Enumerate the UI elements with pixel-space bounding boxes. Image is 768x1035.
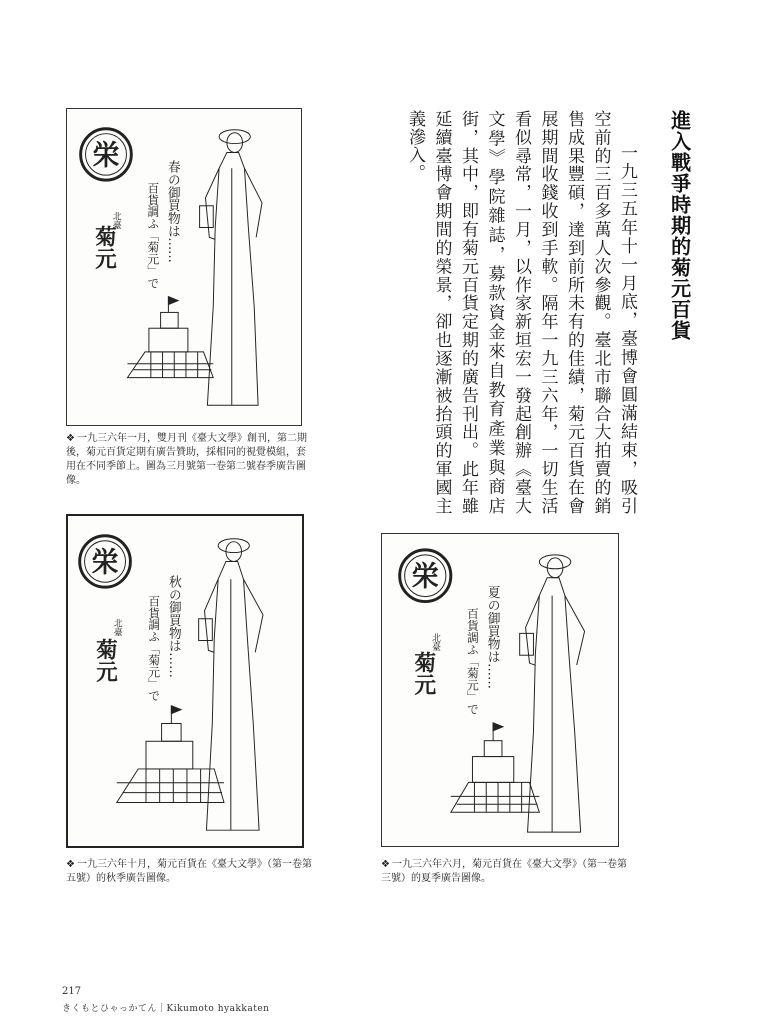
ad-image-autumn	[66, 514, 304, 848]
ad-city: 北臺	[430, 633, 441, 652]
ad-season-line: 春の御買物は……	[164, 160, 180, 263]
ad-illustration-spring	[67, 109, 301, 425]
ad-slogan: 百貨調ふ「菊元」で	[146, 595, 161, 702]
ad-store-name: 菊元	[92, 638, 118, 682]
page-number: 217	[62, 986, 82, 997]
department-store-building	[117, 706, 224, 803]
caption-autumn	[66, 858, 316, 886]
ad-illustration-summer	[382, 534, 618, 846]
ad-slogan: 百貨調ふ「菊元」で	[465, 607, 480, 715]
caption-summer-text: 一九三六年六月，菊元百貨在《臺大文學》（第一卷第三號）的夏季廣告圖像。	[381, 859, 627, 884]
body-paragraph: 一九三五年十一月底，臺博會圓滿結束，吸引空前的三百多萬人次參觀。臺北市聯合大拍賣的銷售成果豐碩，達到前所未有的佳績，菊元百貨在會展期間收錢收到手軟。隔年一九三六年，一切生活看似尋常，一月，以作家新垣宏一發起創辦《臺大文學》學院雜誌，募款資金來自教育產業與商店街，其中，即有菊元百貨定期的廣告刊出。此年雖延續臺博會期間的榮景，卻也逐漸被抬頭的軍國主義滲入。	[405, 110, 637, 515]
ad-store-name: 菊元	[91, 225, 117, 269]
seal-character: 栄	[91, 546, 119, 579]
ad-season-line: 秋の御買物は……	[165, 575, 181, 678]
ad-city: 北臺	[111, 618, 122, 637]
seal-character: 栄	[411, 559, 440, 593]
caption-spring-text: 一九三六年一月，雙月刊《臺大文學》創刊，第二期後，菊元百貨定期有廣告贊助，採相同的視覺模組，套用在不同季節上。圖為三月號第一卷第二號春季廣告圖像。	[66, 433, 307, 486]
department-store-building	[451, 723, 539, 812]
department-store-building	[127, 297, 213, 378]
section-heading: 進入戰爭時期的菊元百貨	[667, 110, 692, 341]
ad-slogan: 百貨調ふ「菊元」で	[145, 182, 160, 289]
ad-city: 北臺	[110, 211, 121, 230]
seal-character: 栄	[92, 139, 120, 172]
caption-summer	[381, 858, 631, 886]
caption-bullet: ❖	[381, 859, 390, 870]
body-text	[340, 110, 640, 515]
ad-illustration-autumn	[68, 516, 302, 846]
ad-store-name: 菊元	[410, 651, 436, 695]
woman-figure	[520, 555, 585, 832]
ad-image-summer	[381, 533, 619, 847]
ad-image-spring	[66, 108, 302, 426]
running-footer-title: きくもとひゃっかてん｜Kikumoto hyakkaten	[62, 1004, 270, 1014]
caption-autumn-text: 一九三六年十月，菊元百貨在《臺大文學》（第一卷第五號）的秋季廣告圖像。	[66, 859, 312, 884]
woman-figure	[199, 539, 263, 830]
ad-season-line: 夏の御買物は……	[484, 585, 500, 689]
caption-bullet: ❖	[66, 859, 75, 870]
caption-bullet: ❖	[66, 433, 75, 444]
caption-spring	[66, 432, 310, 488]
